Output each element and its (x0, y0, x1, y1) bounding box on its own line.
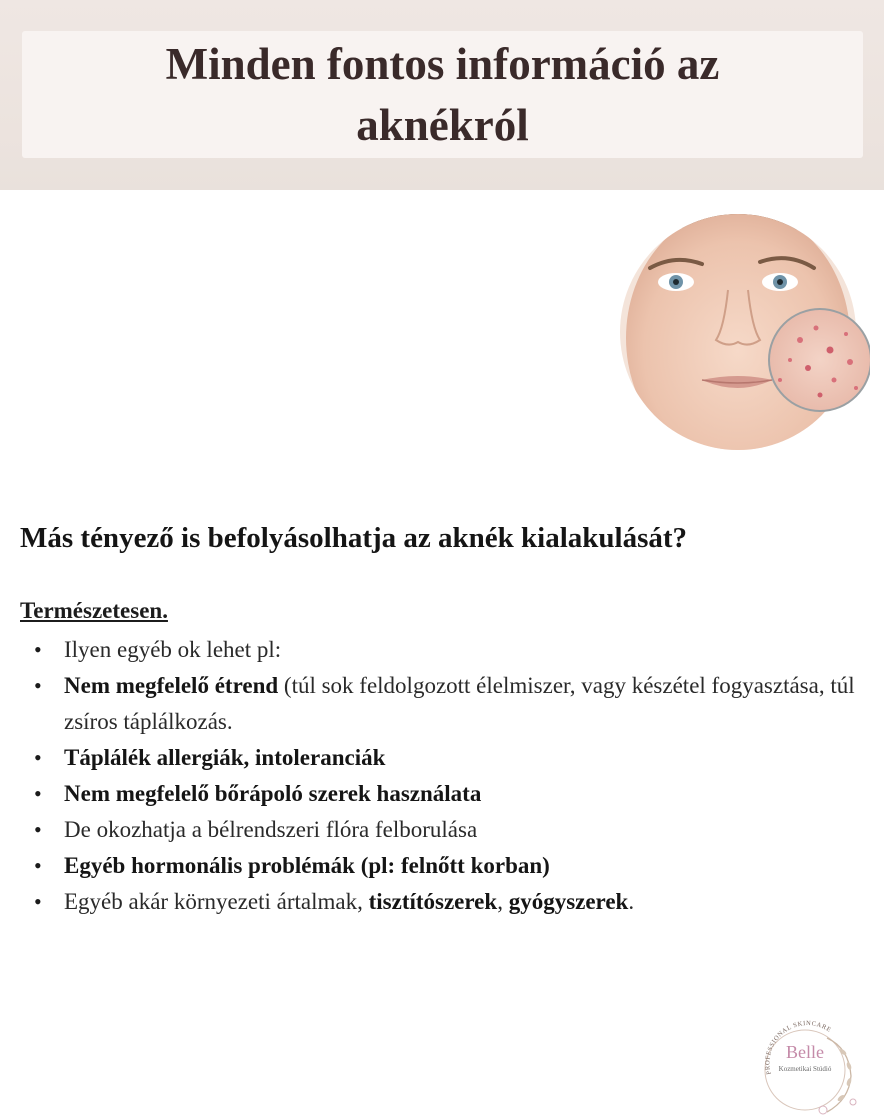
item-bold-text: tisztítószerek (368, 889, 498, 914)
item-separator: , (497, 889, 509, 914)
logo-name: Belle (786, 1042, 824, 1062)
item-text: Egyéb akár környezeti ártalmak, (64, 889, 369, 914)
item-bold-text: gyógyszerek (508, 889, 629, 914)
item-bold-text: Táplálék allergiák, intoleranciák (64, 745, 386, 770)
header-card (22, 31, 863, 158)
list-item (20, 632, 860, 668)
item-end: . (628, 889, 635, 914)
list-item (20, 776, 860, 812)
item-text: Ilyen egyéb ok lehet pl: (64, 637, 282, 662)
acne-face-image (620, 210, 870, 460)
item-text: (túl sok feldolgozott élelmiszer, vagy készétel fogyasztása, túl zsíros táplálkozás. (64, 673, 855, 734)
brand-logo (757, 1018, 867, 1118)
section-question: Más tényező is befolyásolhatja az aknék kialakulását? (20, 522, 688, 554)
item-text: De okozhatja a bélrendszeri flóra felborulása (64, 817, 478, 842)
item-bold-text: Nem megfelelő étrend (64, 673, 279, 698)
answer-heading: Természetesen. (20, 598, 168, 623)
list-item (20, 884, 860, 920)
page-title: Minden fontos információ az aknékról (165, 38, 720, 150)
logo-subtitle: Kozmetikai Stúdió (778, 1065, 832, 1073)
acne-face-illustration-icon (620, 210, 870, 460)
item-bold-text: Egyéb hormonális problémák (pl: felnőtt korban) (64, 853, 550, 878)
list-item (20, 740, 860, 776)
list-item (20, 668, 860, 740)
factors-list (20, 632, 860, 920)
logo-arc-text: PROFESSIONAL SKINCARE (764, 1020, 833, 1076)
list-item (20, 812, 860, 848)
list-item (20, 848, 860, 884)
item-bold-text: Nem megfelelő bőrápoló szerek használata (64, 781, 482, 806)
